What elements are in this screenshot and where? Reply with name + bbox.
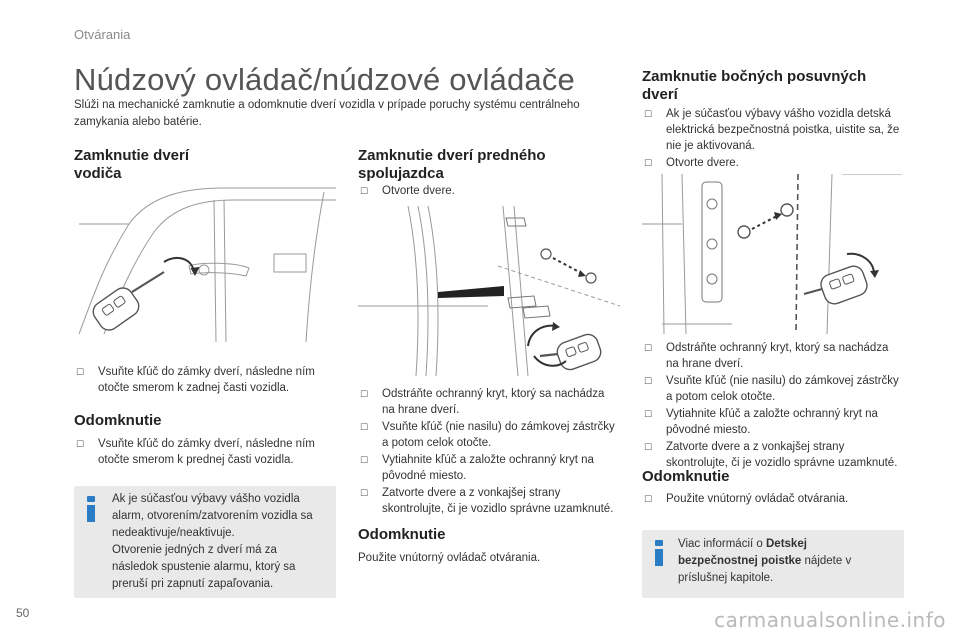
alarm-info-note (74, 486, 336, 598)
lock-cylinder-icon (541, 249, 551, 259)
heading-line: Zamknutie dverí (74, 147, 190, 164)
section-heading: Odomknutie (642, 468, 730, 485)
passenger-unlock-heading (358, 526, 446, 544)
protective-cap-icon (586, 273, 596, 283)
step-item: ☐ Vsuňte kľúč (nie nasilu) do zámkovej zástrčky a potom celok otočte. (358, 419, 620, 451)
note-text: Viac informácií o (678, 538, 766, 550)
driver-unlock-steps (74, 436, 336, 469)
unlock-text: Použite vnútorný ovládač otvárania. (358, 552, 541, 564)
section-heading: Odomknutie (74, 412, 162, 429)
note-emphasis: Detskej (766, 538, 807, 550)
step-item: ☐ Zatvorte dvere a z vonkajšej strany skontrolujte, či je vozidlo správne uzamknuté. (358, 485, 620, 517)
driver-door-heading (74, 147, 189, 183)
page-number: 50 (16, 606, 30, 620)
step-item: ☐ Odstráňte ochranný kryt, ktorý sa nachádza na hrane dverí. (358, 386, 620, 418)
heading-line: Zamknutie bočných posuvných (642, 68, 867, 85)
passenger-door-drawing (358, 206, 620, 376)
step-item: ☐ Vytiahnite kľúč a založte ochranný kryt na pôvodné miesto. (358, 452, 620, 484)
key-fob-icon (89, 272, 164, 334)
note-line (678, 553, 900, 570)
step-item: ☐ Vsuňte kľúč (nie nasilu) do zámkovej zástrčky a potom celok otočte. (642, 373, 904, 405)
heading-line: dverí (642, 86, 678, 103)
step-item: ☐ Otvorte dvere. (642, 155, 904, 171)
step-item: ☐ Ak je súčasťou výbavy vášho vozidla detská elektrická bezpečnostná poistka, uistite sa, že nie je aktivovaná. (642, 106, 904, 154)
step-item: ☐ Použite vnútorný ovládač otvárania. (642, 491, 904, 507)
passenger-door-heading (358, 147, 546, 183)
sliding-door-drawing (642, 174, 904, 334)
note-line: Otvorenie jedných z dverí má za (112, 544, 277, 556)
lock-cylinder-icon (738, 226, 750, 238)
driver-door-drawing (74, 184, 336, 342)
note-line (678, 536, 900, 553)
note-line: príslušnej kapitole. (678, 572, 774, 584)
note-line: preruší pri zapnutí zapaľovania. (112, 578, 274, 590)
page-title: Núdzový ovládač/núdzové ovládače (74, 62, 575, 97)
note-line: nedeaktivuje/neaktivuje. (112, 527, 235, 539)
sliding-unlock-steps (642, 491, 904, 508)
passenger-lock-steps (358, 386, 620, 518)
intro-paragraph: Slúži na mechanické zamknutie a odomknutie dverí vozidla v prípade poruchy systému centrálneho zamykania alebo batérie. (74, 99, 580, 128)
door-hinge (702, 182, 722, 302)
rotation-arrow-icon (528, 326, 556, 346)
heading-line: Zamknutie dverí predného (358, 147, 546, 164)
info-icon (652, 540, 666, 566)
key-fob-icon (804, 263, 870, 306)
step-item: ☐ Otvorte dvere. (358, 183, 620, 199)
passenger-pre-steps (358, 183, 620, 200)
sliding-door-illustration (642, 174, 904, 334)
watermark: carmanualsonline.info (714, 608, 946, 632)
passenger-unlock-text (358, 550, 620, 566)
step-item: ☐ Odstráňte ochranný kryt, ktorý sa nachádza na hrane dverí. (642, 340, 904, 372)
driver-door-illustration (74, 184, 336, 342)
heading-line: vodiča (74, 165, 122, 182)
info-icon (84, 496, 98, 522)
note-line: následok spustenie alarmu, ktorý sa (112, 561, 296, 573)
sliding-door-heading (642, 68, 866, 104)
child-lock-info-note (642, 530, 904, 598)
heading-line: spolujazdca (358, 165, 444, 182)
sliding-pre-steps (642, 106, 904, 172)
step-item: ☐ Vsuňte kľúč do zámky dverí, následne ním otočte smerom k prednej časti vozidla. (74, 436, 336, 468)
running-head: Otvárania (74, 27, 131, 42)
protective-cap-icon (781, 204, 793, 216)
section-heading: Odomknutie (358, 526, 446, 543)
note-line: alarm, otvorením/zatvorením vozidla sa (112, 510, 313, 522)
step-item: ☐ Vytiahnite kľúč a založte ochranný kryt na pôvodné miesto. (642, 406, 904, 438)
step-item: ☐ Vsuňte kľúč do zámky dverí, následne ním otočte smerom k zadnej časti vozidla. (74, 364, 336, 396)
pointer-arrow-icon (438, 286, 504, 298)
sliding-lock-steps (642, 340, 904, 472)
driver-lock-steps (74, 364, 336, 397)
note-emphasis: bezpečnostnej poistke (678, 555, 802, 567)
step-item: ☐ Zatvorte dvere a z vonkajšej strany skontrolujte, či je vozidlo správne uzamknuté. (642, 439, 904, 471)
note-text: nájdete v (801, 555, 852, 567)
driver-unlock-heading (74, 412, 162, 430)
passenger-door-illustration (358, 206, 620, 376)
note-line: Ak je súčasťou výbavy vášho vozidla (112, 493, 300, 505)
sliding-unlock-heading (642, 468, 730, 486)
